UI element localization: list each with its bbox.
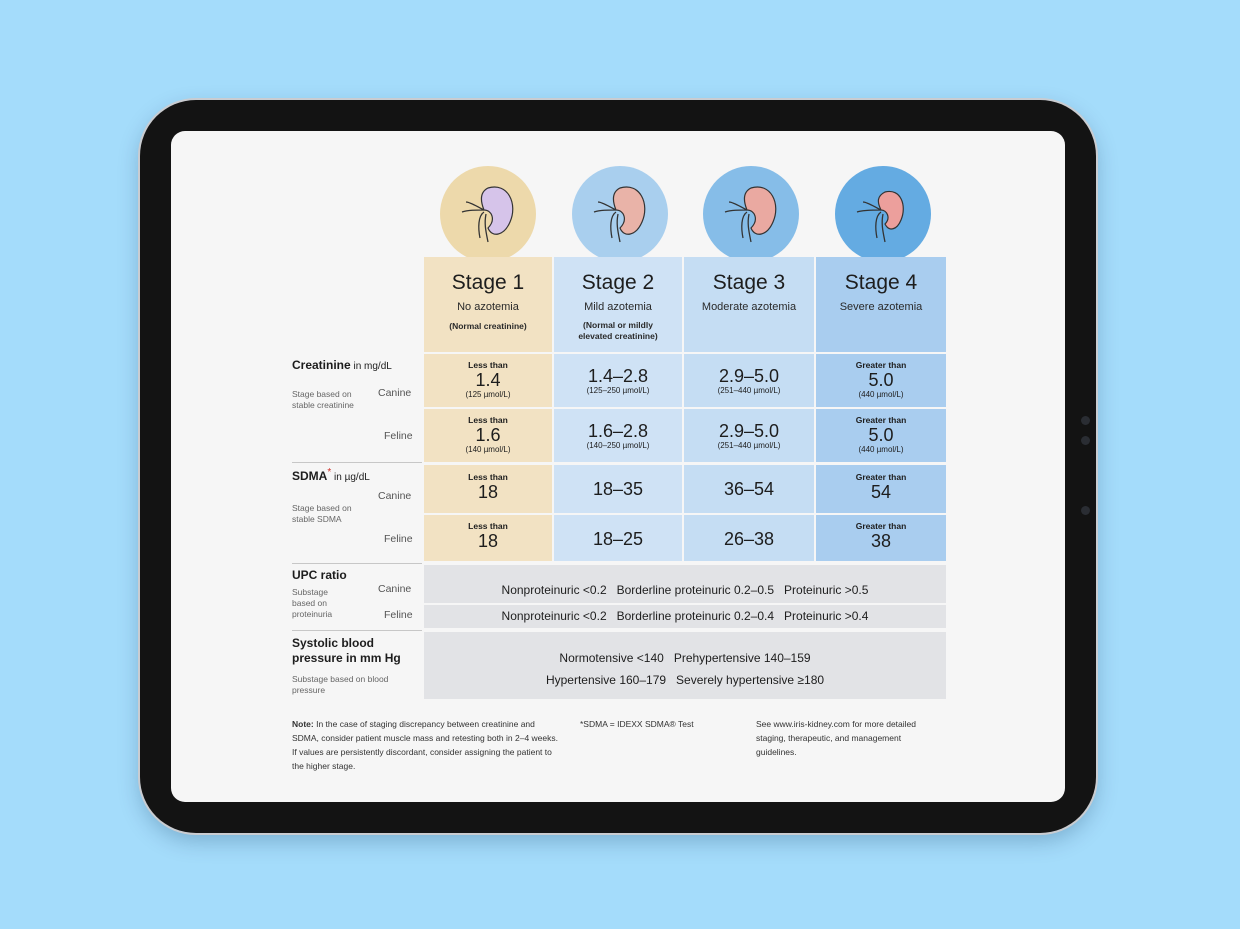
stage1-header	[424, 257, 552, 352]
stage-title: Stage 1	[451, 271, 525, 294]
sdma-note: Stage based on stable SDMA	[292, 503, 352, 524]
sdma-feline-label: Feline	[384, 533, 413, 545]
upc-feline-values: Nonproteinuric <0.2 Borderline proteinuric 0.2–0.4 Proteinuric >0.4	[501, 609, 869, 623]
creatinine-canine-stage3: 2.9–5.0 (251–440 µmol/L)	[717, 366, 781, 395]
camera-dot-icon	[1081, 416, 1090, 425]
sdma-canine-label: Canine	[378, 490, 412, 502]
bp-panel	[424, 632, 946, 699]
tablet-screen	[171, 131, 1065, 802]
creatinine-feline-stage3: 2.9–5.0 (251–440 µmol/L)	[717, 421, 781, 450]
stage-subtitle: Mild azotemia	[584, 301, 652, 313]
creatinine-title: Creatinine in mg/dL	[292, 358, 392, 372]
footer-note: Note: In the case of staging discrepancy between creatinine and SDMA, consider patient muscle mass and retesting both in 2–4 weeks. If values are persistently discordant, consider assigning the patient to the higher stage.	[292, 719, 558, 771]
stage-subtitle: Moderate azotemia	[701, 301, 797, 313]
bp-title: Systolic blood pressure in mm Hg	[292, 636, 401, 665]
bp-line1: Normotensive <140 Prehypertensive 140–159	[559, 651, 811, 665]
sdma-feline-stage2: 18–25	[592, 529, 644, 549]
stage2-header	[554, 257, 682, 352]
stage-detail: (Normal or mildly elevated creatinine)	[578, 320, 658, 341]
footer-link[interactable]: See www.iris-kidney.com for more detailed staging, therapeutic, and management guidelines.	[756, 719, 916, 757]
upc-title: UPC ratio	[292, 568, 347, 582]
kidney-stage4-icon	[835, 166, 931, 262]
creatinine-note: Stage based on stable creatinine	[292, 389, 354, 410]
creatinine-canine-label: Canine	[378, 387, 412, 399]
footer-sdma-definition: *SDMA = IDEXX SDMA® Test	[580, 719, 694, 729]
sdma-feline-stage1: Less than 18	[468, 521, 508, 551]
sdma-feline-stage3: 26–38	[723, 529, 775, 549]
row-divider	[424, 407, 946, 409]
row-divider	[424, 513, 946, 515]
creatinine-feline-label: Feline	[384, 430, 413, 442]
creatinine-feline-stage1: Less than 1.6 (140 µmol/L)	[465, 415, 511, 454]
sdma-title: SDMA* in µg/dL	[292, 467, 370, 483]
bp-line2: Hypertensive 160–179 Severely hypertensive ≥180	[545, 673, 825, 687]
sdma-canine-stage3: 36–54	[723, 479, 775, 499]
stage-title: Stage 3	[712, 271, 786, 294]
creatinine-feline-stage4: Greater than 5.0 (440 µmol/L)	[855, 415, 907, 454]
sdma-canine-stage2: 18–35	[592, 479, 644, 499]
stage4-header	[816, 257, 946, 352]
kidney-stage1-icon	[440, 166, 536, 262]
divider	[292, 563, 422, 564]
stage-detail: (Normal creatinine)	[449, 321, 527, 331]
kidney-stage2-icon	[572, 166, 668, 262]
creatinine-feline-stage2: 1.6–2.8 (140–250 µmol/L)	[586, 421, 650, 450]
tablet-device	[140, 100, 1096, 833]
stage-subtitle: Severe azotemia	[839, 301, 923, 313]
row-divider	[424, 603, 946, 605]
sdma-canine-stage1: Less than 18	[468, 472, 508, 502]
stage-title: Stage 4	[844, 271, 918, 294]
divider	[292, 630, 422, 631]
kidney-stage3-icon	[703, 166, 799, 262]
creatinine-canine-stage1: Less than 1.4 (125 µmol/L)	[465, 360, 511, 399]
stage3-header	[684, 257, 814, 352]
row-divider	[424, 462, 946, 465]
bp-note: Substage based on blood pressure	[292, 674, 389, 695]
upc-canine-label: Canine	[378, 583, 412, 595]
upc-note: Substage based on proteinuria	[292, 587, 333, 619]
camera-dot-icon	[1081, 506, 1090, 515]
stage-subtitle: No azotemia	[457, 301, 519, 313]
sdma-feline-stage4: Greater than 38	[855, 521, 907, 551]
sdma-canine-stage4: Greater than 54	[855, 472, 907, 502]
row-divider	[424, 352, 946, 354]
camera-dot-icon	[1081, 436, 1090, 445]
upc-canine-values: Nonproteinuric <0.2 Borderline proteinuric 0.2–0.5 Proteinuric >0.5	[501, 583, 869, 597]
stage-title: Stage 2	[581, 271, 655, 294]
creatinine-canine-stage2: 1.4–2.8 (125–250 µmol/L)	[586, 366, 650, 395]
upc-feline-label: Feline	[384, 609, 413, 621]
divider	[292, 462, 422, 463]
creatinine-canine-stage4: Greater than 5.0 (440 µmol/L)	[855, 360, 907, 399]
